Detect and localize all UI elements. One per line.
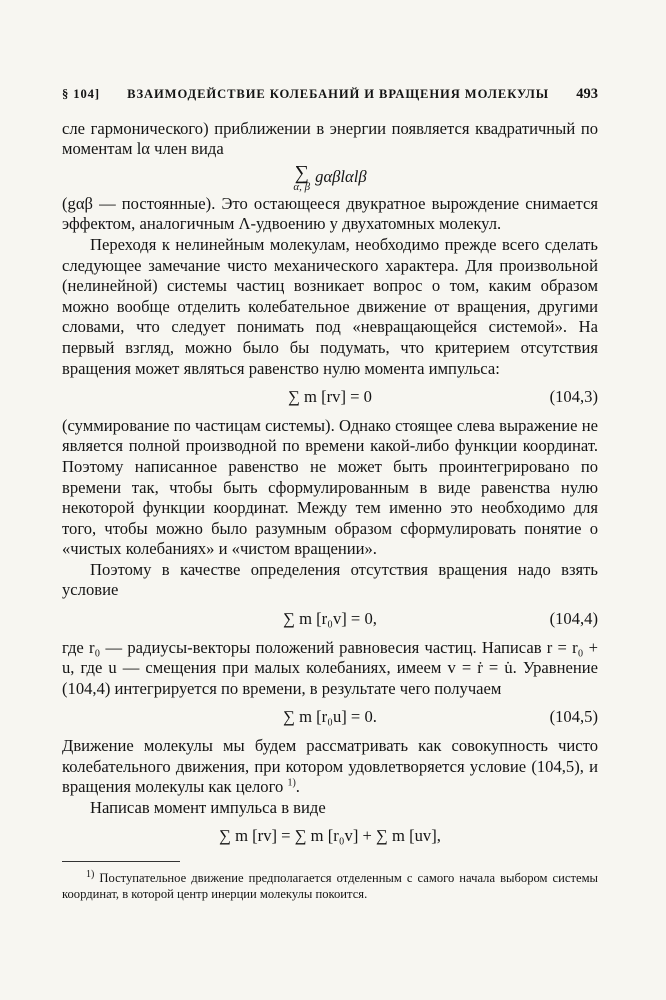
- sum-body: gαβlαlβ: [315, 167, 367, 187]
- equation-104-5: [62, 707, 598, 728]
- sum-indices: α, β: [293, 180, 311, 193]
- equation-text: ∑ m [rv] = ∑ m [r₀v] + ∑ m [uv],: [219, 826, 441, 846]
- paragraph-8: Написав момент импульса в виде: [90, 797, 326, 817]
- equation-number: (104,5): [549, 707, 598, 727]
- paragraph-7-end: .: [295, 777, 300, 797]
- paragraph-2: (gαβ — постоянные). Это остающееся двукратное вырождение снимается эффектом, аналогичным Λ-удвоению у двухатомных молекул.: [62, 193, 598, 234]
- paragraph-5: Поэтому в качестве определения отсутствия вращения надо взять условие: [62, 559, 598, 600]
- equation-104-3: [62, 387, 598, 408]
- page-number: 493: [576, 86, 598, 102]
- paragraph-4: (суммирование по частицам системы). Однако стоящее слева выражение не является полной производной по времени какой-либо функции координат. Поэтому написанное равенство не может быть проинтегрировано по времени так, чтобы быть сформулированным в виде равенства нулю некоторой функции координат. Между тем именно это необходимо для того, чтобы можно было разумным образом сформулировать понятие о «чистых колебаниях» и «чистом вращении».: [62, 415, 598, 559]
- paragraph-3: Переходя к нелинейным молекулам, необходимо прежде всего сделать следующее замечание чисто механического характера. Для произвольной (нелинейной) системы частиц возникает вопрос о том, каким образом можно вообще отделить колебательное движение от вращения, другими словами, что следует понимать под «невращающейся системой». На первый взгляд, можно было бы подумать, что критерием отсутствия вращения может являться равенство нулю момента импульса:: [62, 234, 598, 378]
- footnote: [62, 870, 598, 902]
- footnote-text: Поступательное движение предполагается отделенным с самого начала выбором системы координат, в которой центр инерции молекулы покоится.: [62, 871, 598, 901]
- sum-symbol: [293, 163, 310, 193]
- sigma-glyph: ∑: [294, 161, 309, 184]
- chapter-title: ВЗАИМОДЕЙСТВИЕ КОЛЕБАНИЙ И ВРАЩЕНИЯ МОЛЕКУЛЫ: [127, 87, 550, 101]
- equation-angular-momentum: [62, 826, 598, 847]
- equation-text: ∑ m [r₀u] = 0.: [283, 707, 377, 727]
- paragraph-6: где r₀ — радиусы-векторы положений равновесия частиц. Написав r = r₀ + u, где u — смещения при малых колебаниях, имеем v = ṙ = u̇. Уравнение (104,4) интегрируется по времени, в результате чего получаем: [62, 637, 598, 698]
- footnote-reference[interactable]: 1): [287, 777, 296, 789]
- equation-text: ∑ m [r₀v] = 0,: [283, 609, 377, 629]
- footnote-mark: 1): [86, 868, 95, 880]
- equation-number: (104,4): [549, 609, 598, 629]
- section-marker: § 104]: [62, 87, 100, 101]
- book-page: [62, 84, 598, 902]
- equation-text: ∑ m [rv] = 0: [288, 387, 372, 407]
- equation-104-4: [62, 609, 598, 630]
- paragraph-7: [62, 736, 598, 798]
- running-header: [62, 84, 598, 105]
- equation-number: (104,3): [549, 387, 598, 407]
- paragraph-7-text: Движение молекулы мы будем рассматривать как совокупность чисто колебательного движения, при котором удовлетворяется условие (104,5), и вращения молекулы как целого: [62, 736, 598, 797]
- equation-quadratic-term: [62, 163, 598, 193]
- footnote-divider: [62, 861, 180, 862]
- paragraph-1: сле гармонического) приближении в энергии появляется квадратичный по моментам lα член вида: [62, 118, 598, 159]
